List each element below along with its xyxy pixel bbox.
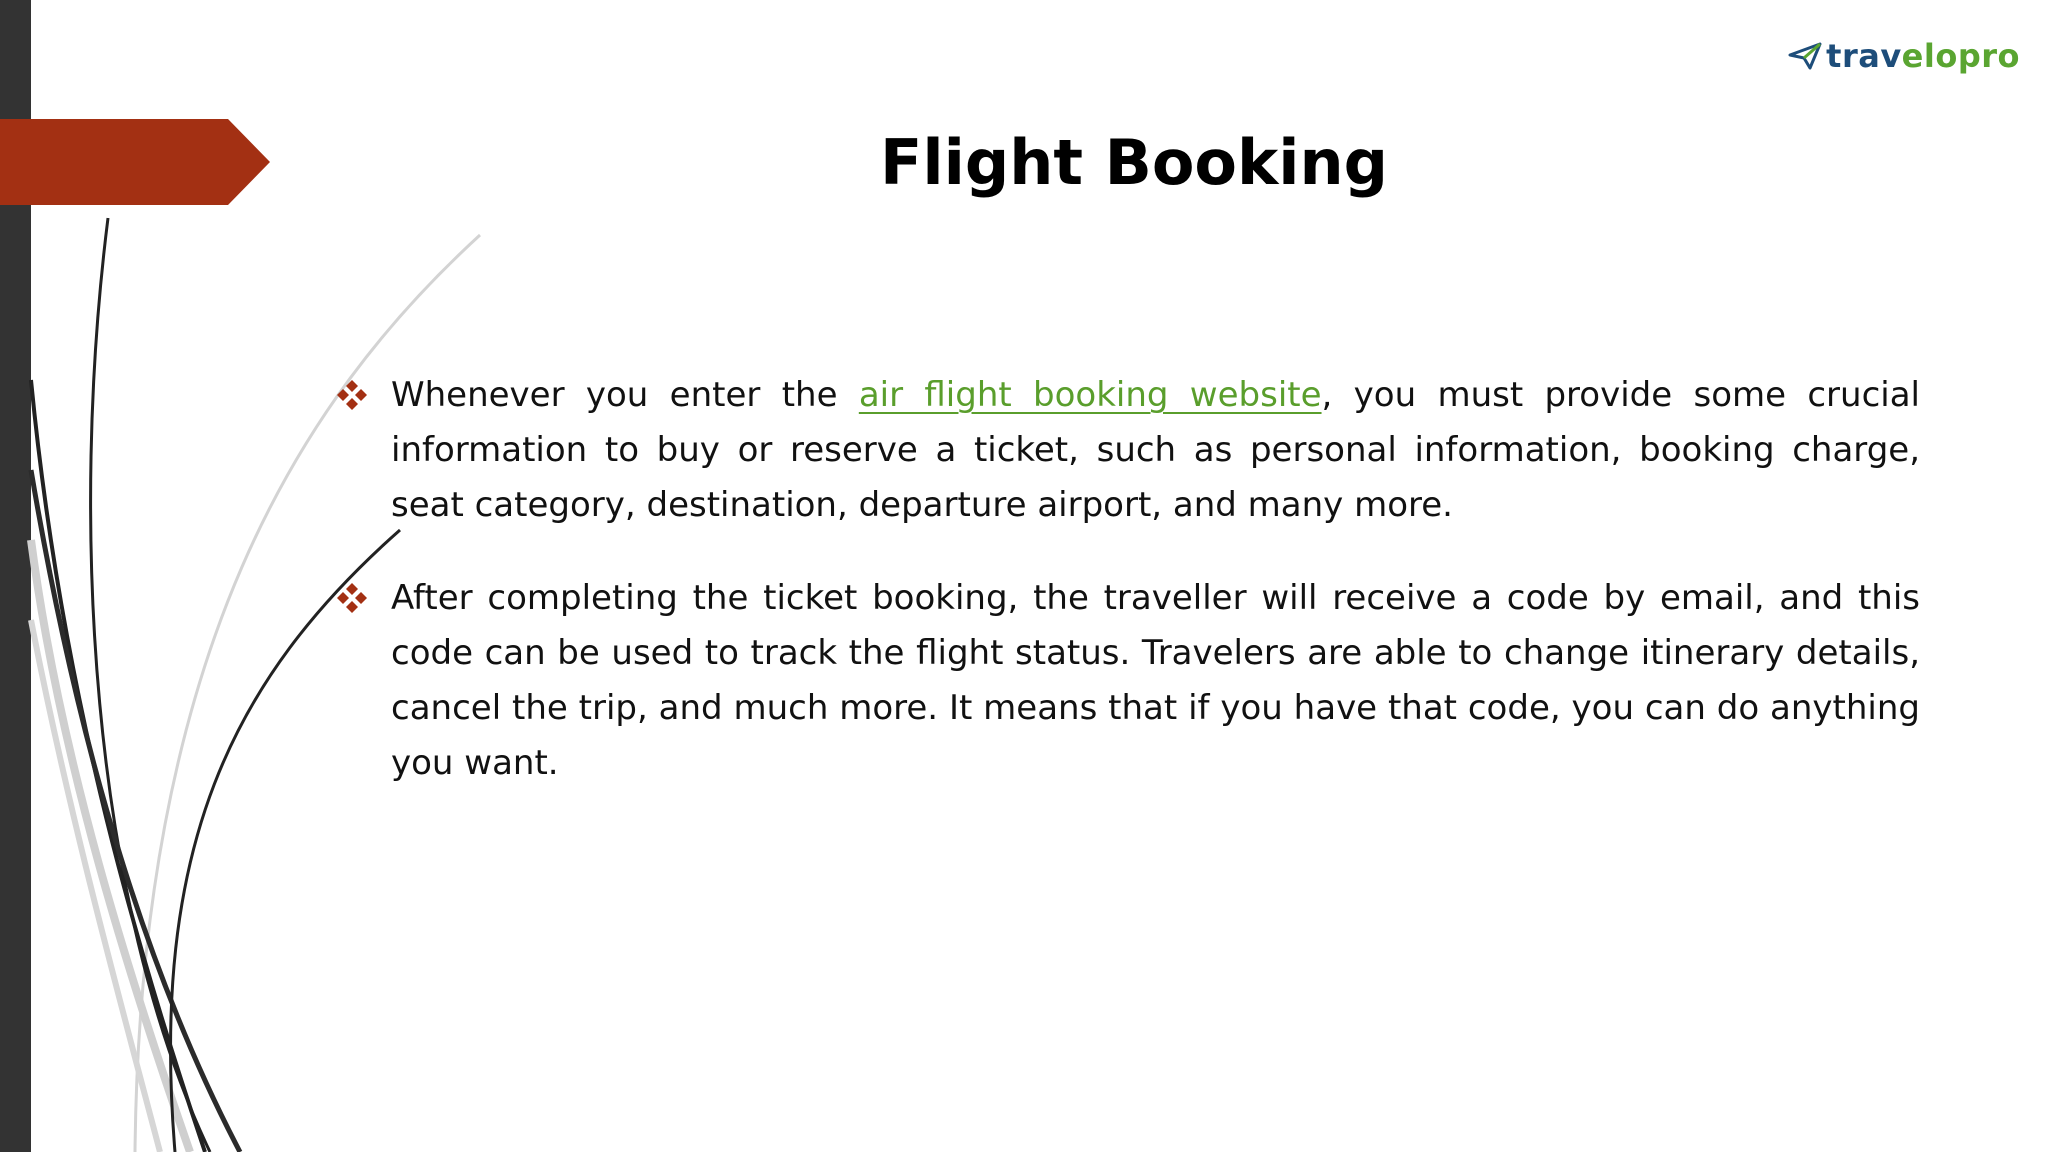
paper-plane-icon	[1788, 41, 1822, 71]
bullet-1-text-after: , you must provide some crucial information to buy or reserve a ticket, such as personal information, booking charge, seat category, destination, departure airport, and many more.	[391, 375, 1920, 525]
bullet-item-2	[335, 571, 1920, 791]
logo-text-part2: elopro	[1901, 37, 2020, 75]
bullet-list	[335, 368, 1920, 829]
four-diamond-bullet-icon	[335, 581, 369, 615]
air-flight-booking-website-link[interactable]: air flight booking website	[858, 375, 1322, 415]
bullet-1-text-before: Whenever you enter the	[391, 375, 859, 415]
travelopro-logo	[1788, 36, 2020, 76]
logo-text-part1: trav	[1826, 37, 1902, 75]
logo-wordmark	[1826, 36, 2020, 76]
bullet-2-text: After completing the ticket booking, the traveller will receive a code by email, and this code can be used to track the flight status. Travelers are able to change itinerary details, cancel the trip, and much more. It means that if you have that code, you can do anything you want.	[391, 578, 1920, 783]
four-diamond-bullet-icon	[335, 378, 369, 412]
slide-title: Flight Booking	[879, 126, 1389, 199]
bullet-item-1	[335, 368, 1920, 533]
